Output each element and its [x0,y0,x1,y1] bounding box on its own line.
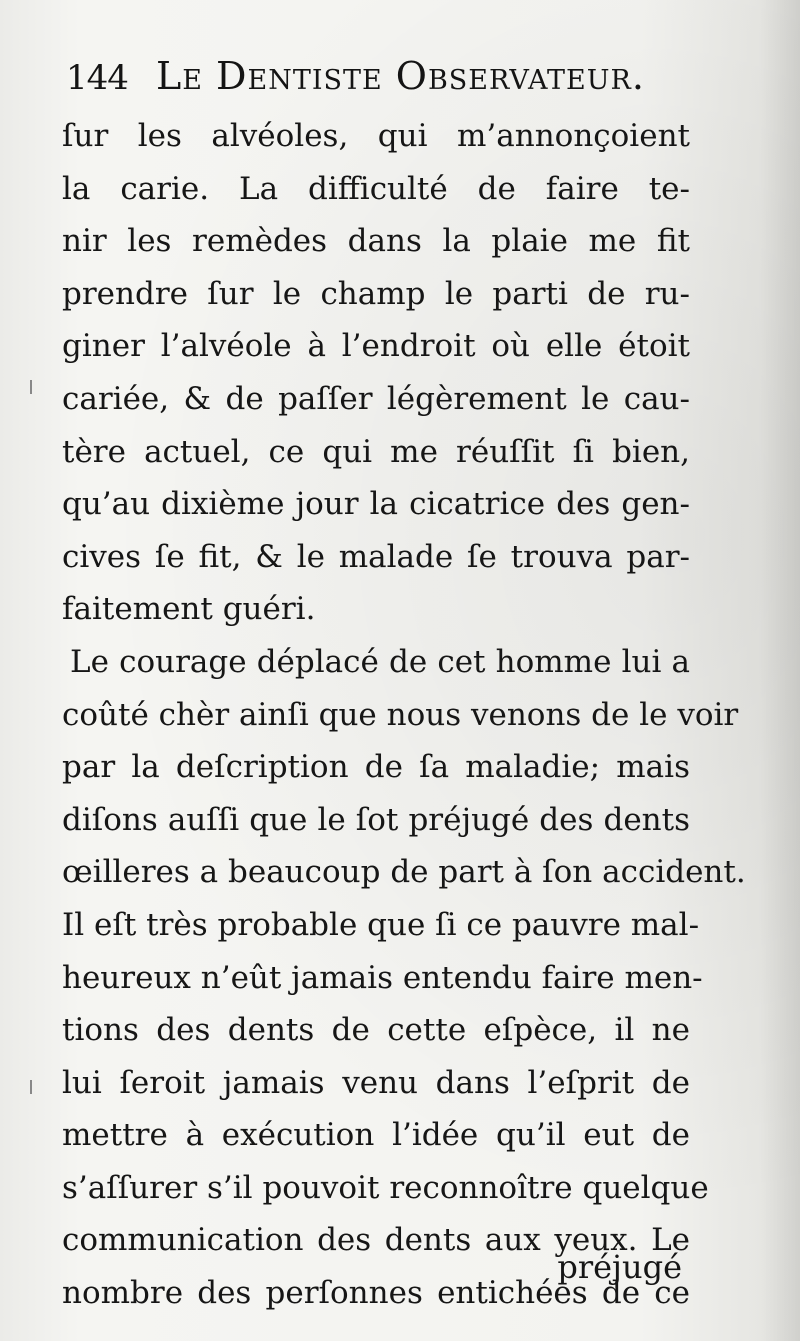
text-line: coûté chèr ainſi que nous venons de le voir [62,696,739,733]
text-line: œilleres a beaucoup de part à ſon accident. [62,854,746,891]
margin-mark [30,1080,32,1094]
text-line: prendre ſur le champ le parti de ru- [62,275,690,312]
text-line: nir les remèdes dans la plaie me fit [62,223,690,260]
page-gutter-shadow [760,0,800,1341]
text-line: cives ſe fit, & le malade ſe trouva par- [62,538,690,575]
text-line: tions des dents de cette eſpèce, il ne [62,1012,690,1049]
margin-mark [30,380,32,394]
text-line: diſons auſſi que le ſot préjugé des dents [62,801,690,838]
text-line: faitement guéri. [62,591,316,628]
page-number: 144 [66,58,128,98]
text-line: Le courage déplacé de cet homme lui a [70,643,690,680]
text-line: communication des dents aux yeux. Le [62,1222,690,1259]
text-line: s’aſſurer s’il pouvoit reconnoître quelque [62,1169,709,1206]
text-line: par la deſcription de ſa maladie; mais [62,749,690,786]
body-text [62,110,746,1320]
text-line: Il eſt très probable que ſi ce pauvre mal- [62,906,700,943]
text-line: lui ſeroit jamais venu dans l’eſprit de [62,1064,690,1101]
text-line: heureux n’eût jamais entendu faire men- [62,959,703,996]
text-line: cariée, & de paſſer légèrement le cau- [62,380,690,417]
text-line: tère actuel, ce qui me réuſſit ſi bien, [62,433,690,470]
text-line: ſur les alvéoles, qui m’annonçoient [62,118,690,154]
catchword: préjugé [557,1248,682,1286]
text-line: nombre des perſonnes entichées de ce [62,1275,690,1312]
text-line: giner l’alvéole à l’endroit où elle étoit [62,328,690,365]
text-line: mettre à exécution l’idée qu’il eut de [62,1117,690,1154]
text-line: la carie. La difficulté de faire te- [62,170,690,207]
page-header [66,54,706,104]
text-line: qu’au dixième jour la cicatrice des gen- [62,486,690,523]
running-title: Le Dentiste Observateur. [156,54,645,98]
